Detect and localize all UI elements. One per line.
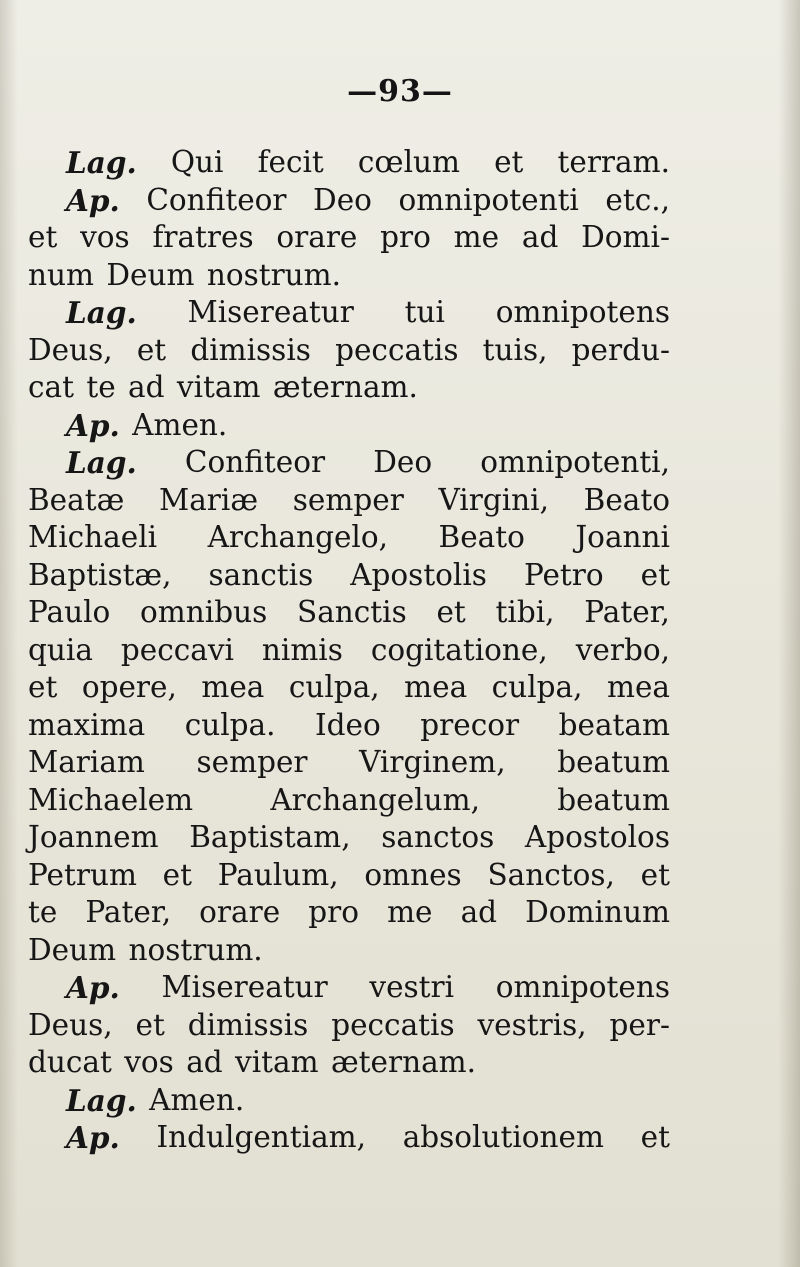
page-shadow-left (0, 0, 18, 1267)
word: semper (196, 745, 308, 779)
word: Qui (170, 145, 224, 179)
word: maxima (28, 707, 146, 742)
text-line (28, 1082, 670, 1120)
word: beatam (558, 707, 670, 742)
word: Virginem, (359, 745, 506, 779)
word: et (494, 145, 524, 179)
word: omnipotenti, (480, 445, 670, 479)
word: cœlum (357, 145, 460, 179)
word: beatum (557, 782, 670, 817)
word: fratres (152, 220, 254, 254)
word: Deo (313, 182, 372, 217)
word: peccatis (331, 1007, 455, 1042)
word: dimissis (187, 1007, 309, 1042)
word: Archangelo, (207, 520, 389, 554)
speaker-label: Ap. (66, 970, 120, 1005)
word: Baptistam, (189, 820, 351, 854)
word: ad (128, 370, 165, 404)
word: et (136, 332, 167, 367)
word: fecit (257, 145, 324, 179)
speaker-label: Lag. (66, 1082, 137, 1118)
word: omnipotens (495, 970, 670, 1004)
word: terram. (557, 145, 670, 179)
word: Petrum (28, 857, 137, 892)
word: nimis (261, 632, 343, 667)
word: Deum (106, 257, 195, 292)
word: culpa, (491, 670, 583, 704)
word: opere, (81, 670, 177, 704)
word: absolutionem (402, 1120, 604, 1154)
word: ad (521, 220, 559, 254)
text-line (28, 1119, 670, 1157)
word: Beato (583, 482, 670, 517)
word: tui (404, 295, 445, 329)
text-line (28, 782, 670, 820)
text-line (28, 932, 670, 970)
word: Confiteor (184, 445, 326, 479)
word: et (640, 1120, 670, 1154)
word: Amen. (132, 407, 228, 442)
word: nostrum. (206, 257, 342, 292)
word: vos (124, 1045, 174, 1079)
word: precor (420, 707, 520, 742)
speaker-label: Ap. (66, 407, 120, 443)
word: culpa. (184, 707, 276, 742)
word: ducat (28, 1045, 112, 1079)
word: Deus, (28, 332, 113, 367)
word: omnipotenti (398, 182, 579, 217)
word: Michaeli (28, 520, 158, 554)
text-line (28, 182, 670, 220)
word: æternam. (272, 370, 418, 404)
word: vitam (235, 1045, 319, 1079)
text-line (28, 294, 670, 332)
page-shadow-right (778, 0, 800, 1267)
word: perdu- (571, 332, 670, 367)
word: me (387, 895, 433, 929)
text-line (28, 144, 670, 182)
word: nostrum. (128, 932, 263, 967)
text-line (28, 632, 670, 670)
word: num (28, 257, 94, 292)
speaker-label: Lag. (66, 145, 137, 180)
page-number: —93— (347, 74, 453, 109)
text-line (28, 707, 670, 745)
speaker-label: Lag. (66, 295, 137, 330)
text-line (28, 894, 670, 932)
text-line (28, 219, 670, 257)
word: ad (186, 1045, 223, 1079)
word: mea (606, 670, 670, 704)
word: æternam. (330, 1045, 477, 1079)
word: etc., (605, 182, 670, 217)
text-line (28, 332, 670, 370)
word: Petro (523, 557, 604, 592)
speaker-label: Lag. (66, 445, 137, 480)
word: Deum (28, 932, 117, 967)
word: sanctis (208, 557, 314, 592)
word: verbo, (575, 632, 670, 667)
word: te (28, 895, 58, 929)
word: Deus, (28, 1007, 113, 1042)
word: tibi, (495, 595, 555, 629)
word: sanctos (381, 820, 495, 854)
text-line (28, 744, 670, 782)
word: et (436, 595, 466, 629)
word: Misereatur (161, 970, 328, 1004)
word: peccavi (120, 632, 234, 667)
word: Baptistæ, (28, 557, 172, 592)
word: Amen. (149, 1082, 245, 1117)
word: Michaelem (28, 782, 194, 817)
word: quia (28, 632, 93, 667)
word: Deo (373, 445, 433, 479)
word: Ideo (315, 707, 381, 742)
word: et (135, 1007, 165, 1042)
text-line (28, 1007, 670, 1045)
word: Beatæ (28, 482, 125, 517)
liturgical-text (28, 144, 670, 1157)
word: semper (292, 482, 404, 517)
word: Joannem (28, 820, 159, 854)
word: per- (609, 1007, 670, 1042)
word: ad (460, 895, 498, 929)
word: Sanctos, (487, 857, 615, 892)
word: Misereatur (187, 295, 354, 329)
word: orare (276, 220, 358, 254)
text-line (28, 369, 670, 407)
text-line (28, 819, 670, 857)
word: Mariæ (159, 482, 259, 517)
text-line (28, 519, 670, 557)
word: me (453, 220, 500, 254)
word: Joanni (575, 520, 670, 554)
word: Paulum, (217, 857, 339, 892)
word: Indulgentiam, (156, 1120, 367, 1154)
word: beatum (557, 745, 670, 779)
word: Dominum (525, 895, 670, 929)
word: omnipotens (495, 295, 670, 329)
word: Confiteor (146, 182, 287, 217)
word: et (640, 557, 670, 592)
text-line (28, 669, 670, 707)
word: cat (28, 370, 74, 404)
word: vitam (176, 370, 261, 404)
word: Pater, (584, 595, 670, 629)
text-line (28, 857, 670, 895)
word: mea (404, 670, 468, 704)
text-line (28, 1044, 670, 1082)
word: omnes (364, 857, 462, 892)
text-line (28, 969, 670, 1007)
text-line (28, 444, 670, 482)
text-line (28, 594, 670, 632)
word: culpa, (288, 670, 380, 704)
word: et (640, 857, 670, 892)
word: Archangelum, (270, 782, 480, 817)
word: dimissis (190, 332, 311, 367)
word: et (162, 857, 192, 892)
word: et (28, 670, 58, 704)
word: Mariam (28, 745, 145, 779)
text-line (28, 257, 670, 295)
text-line (28, 557, 670, 595)
word: pro (380, 220, 431, 254)
word: Domi- (581, 220, 670, 254)
text-line (28, 407, 670, 445)
word: cogitatione, (370, 632, 548, 667)
word: Virgini, (438, 482, 549, 517)
word: et (28, 220, 58, 254)
word: Sanctis (296, 595, 407, 629)
word: pro (308, 895, 359, 929)
word: te (86, 370, 116, 404)
word: vestris, (477, 1007, 587, 1042)
word: Apostolis (350, 557, 487, 592)
word: mea (201, 670, 265, 704)
speaker-label: Ap. (66, 182, 120, 218)
word: vos (80, 220, 130, 254)
word: orare (199, 895, 281, 929)
word: Paulo (28, 595, 111, 629)
word: Pater, (85, 895, 172, 929)
word: omnibus (140, 595, 268, 629)
word: Apostolos (524, 820, 670, 854)
word: Beato (438, 520, 525, 554)
speaker-label: Ap. (66, 1120, 120, 1155)
word: vestri (369, 970, 455, 1004)
text-line (28, 482, 670, 520)
word: tuis, (482, 332, 548, 367)
word: peccatis (335, 332, 459, 367)
